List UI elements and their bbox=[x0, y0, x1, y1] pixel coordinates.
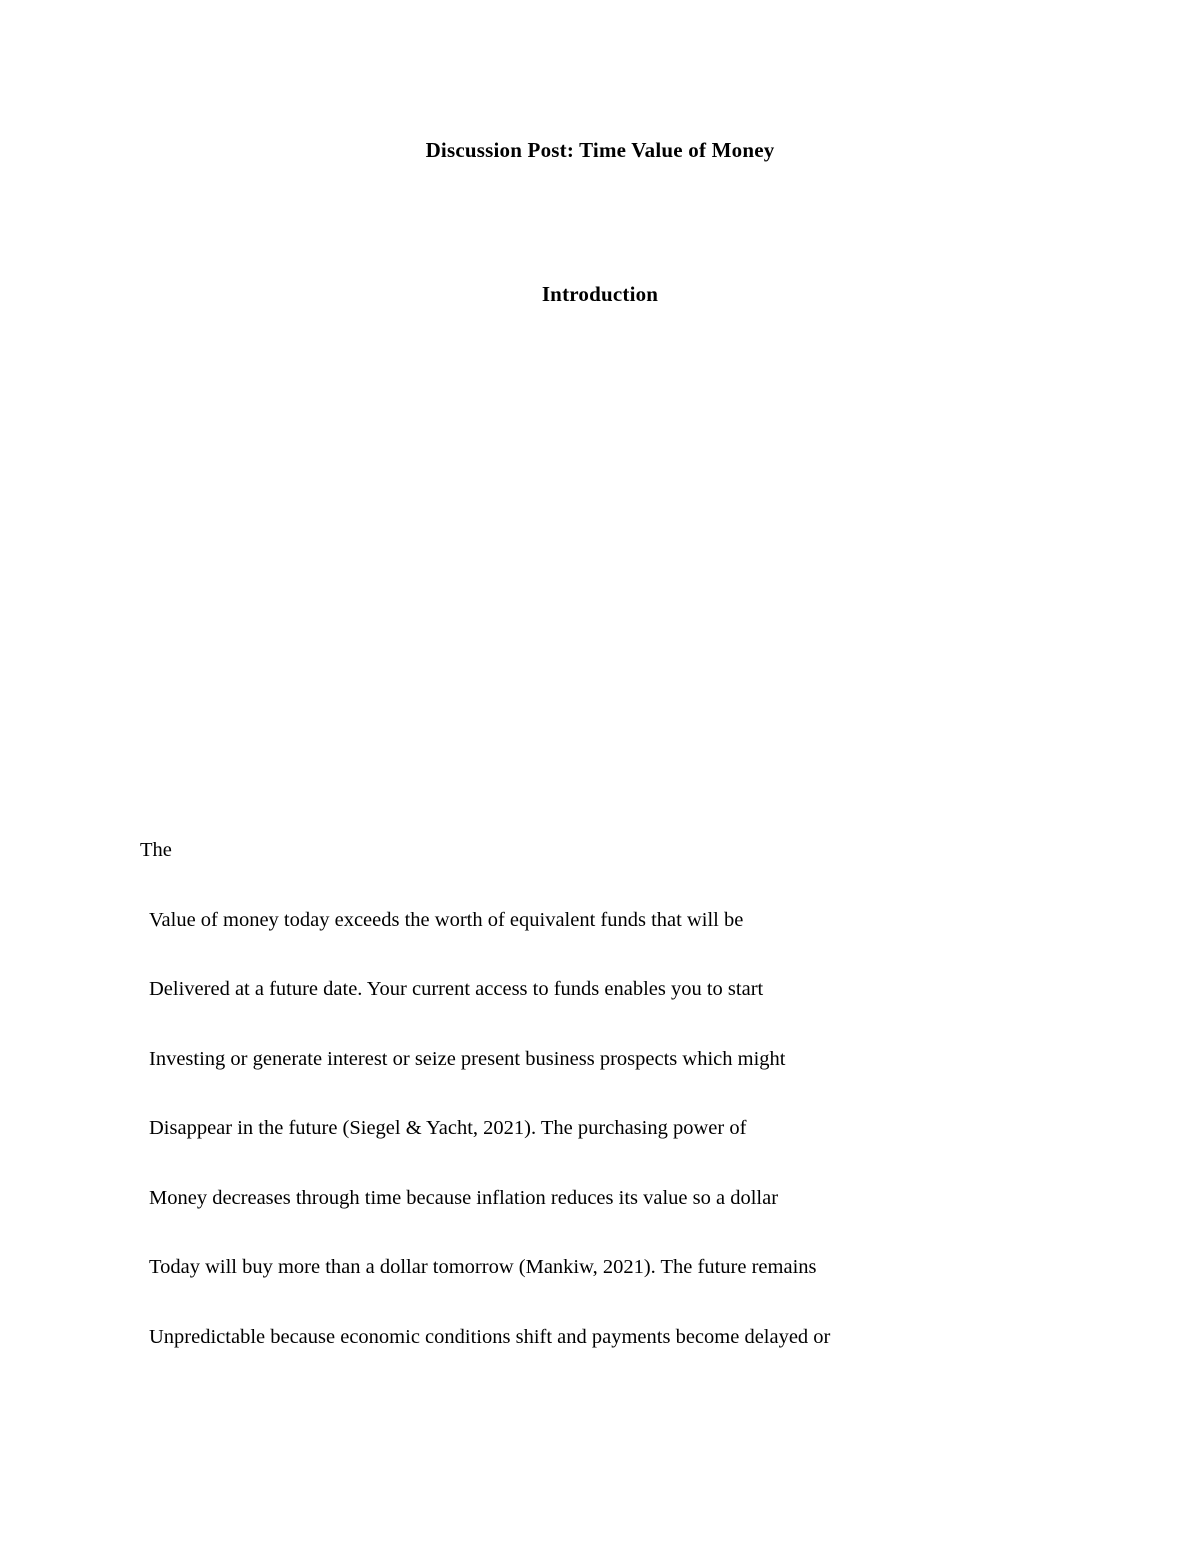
section-heading-introduction: Introduction bbox=[541, 282, 659, 306]
body-text-block bbox=[140, 840, 1100, 1396]
body-line: Delivered at a future date. Your current access to funds enables you to start bbox=[149, 978, 764, 1000]
body-line: Unpredictable because economic conditions shift and payments become delayed or bbox=[149, 1325, 831, 1348]
body-line: Value of money today exceeds the worth of equivalent funds that will be bbox=[149, 908, 744, 931]
body-line: Today will buy more than a dollar tomorrow (Mankiw, 2021). The future remains bbox=[149, 1256, 817, 1278]
body-line: Disappear in the future (Siegel & Yacht, 2021). The purchasing power of bbox=[149, 1117, 747, 1139]
page-title: Discussion Post: Time Value of Money bbox=[425, 138, 775, 162]
body-line: Investing or generate interest or seize present business prospects which might bbox=[149, 1047, 786, 1070]
body-line: The bbox=[140, 839, 172, 861]
body-line: Money decreases through time because inflation reduces its value so a dollar bbox=[149, 1186, 779, 1209]
